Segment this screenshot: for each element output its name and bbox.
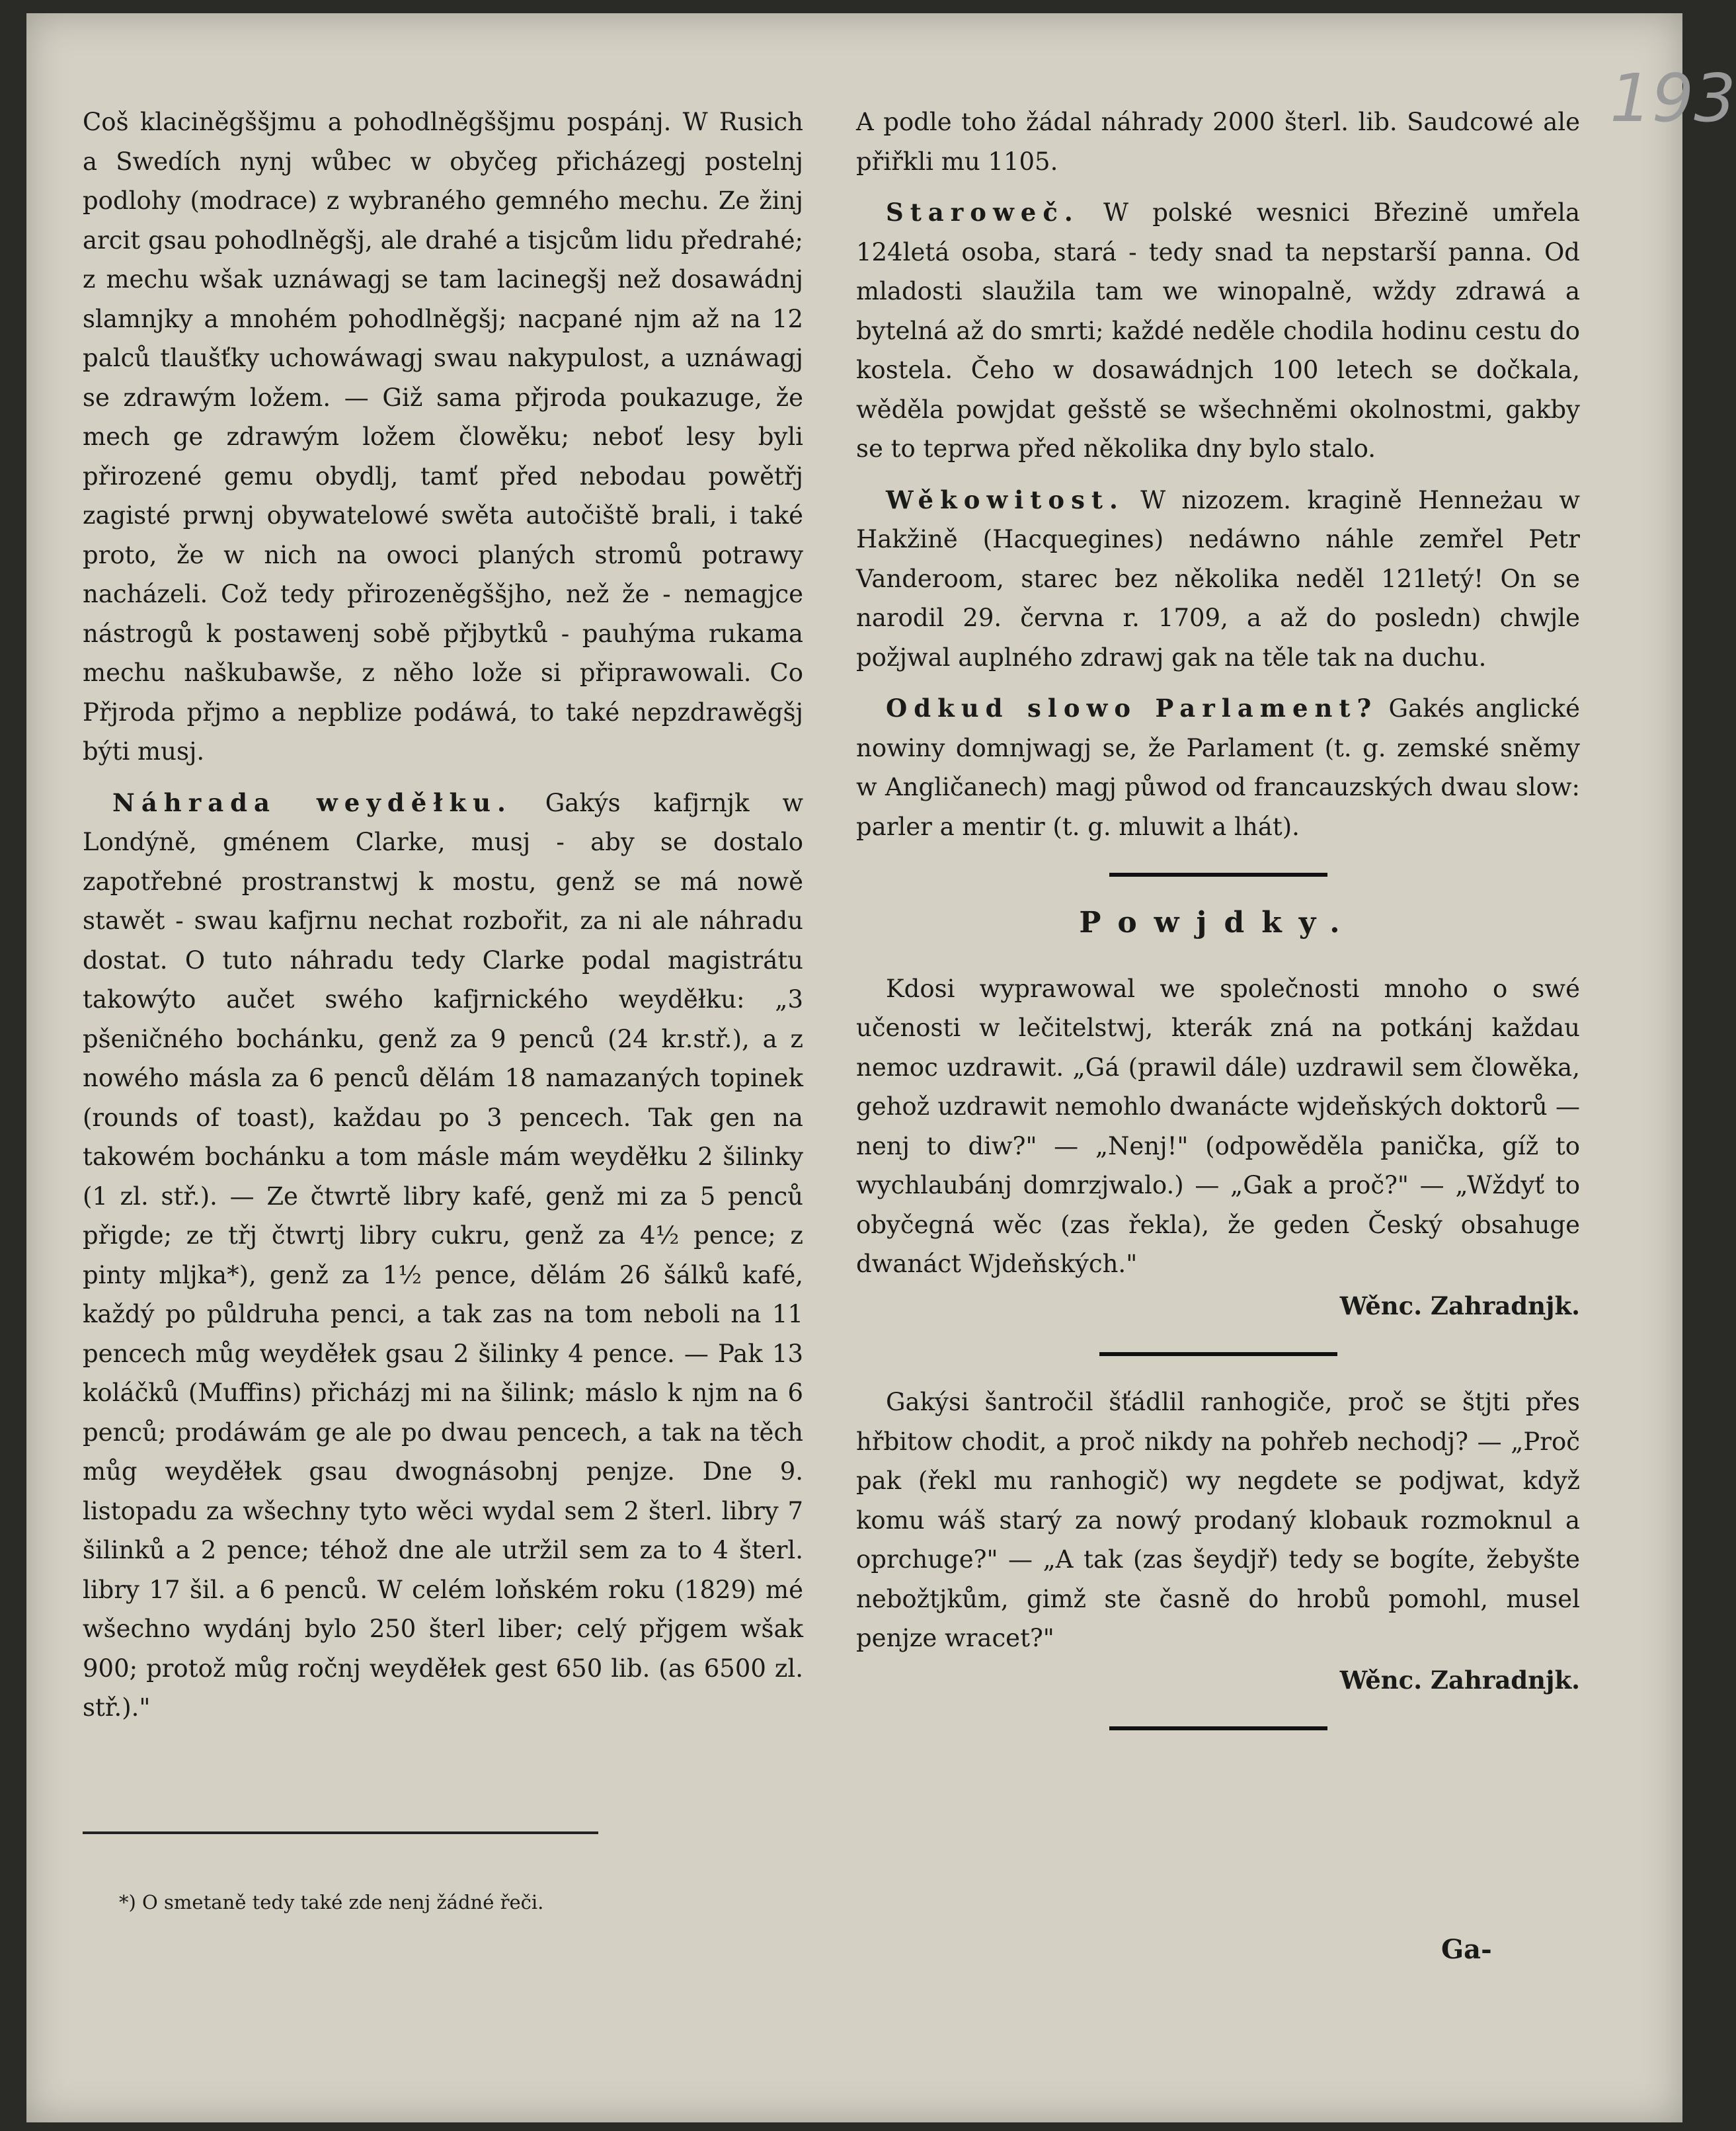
- newspaper-page: [26, 13, 1736, 2122]
- end-divider: [1109, 1726, 1327, 1730]
- article-parliament: [856, 689, 1580, 846]
- paragraph-gap: [856, 469, 1580, 481]
- right-column: [856, 102, 1580, 1757]
- article-parliament-heading: Odkud slowo Parlament?: [886, 694, 1378, 723]
- story-divider: [1099, 1352, 1337, 1356]
- author-signature: Wěnc. Zahradnjk.: [1339, 1665, 1580, 1695]
- author-signature: Wěnc. Zahradnjk.: [1339, 1291, 1580, 1320]
- section-title-stories: Powjdky.: [1079, 906, 1357, 940]
- left-column: [83, 102, 803, 1728]
- story-surgeon: Gakýsi šantročil šťádlil ranhogiče, proč se štjti přes hřbitow chodit, a proč nikdy na pohřeb nechodj? — „Proč pak (řekl mu ranhogič) wy negdete se podjwat, když komu wáš starý za nowý prodaný klobauk rozmoknul a oprchuge?" — „A tak (zas šeydjř) tedy se bogíte, žebyšte nebožtjkům, gimž ste časně do hrobů pomohl, musel penjze wracet?": [856, 1388, 1580, 1652]
- article-earnings-heading: Náhrada weyděłku.: [112, 787, 512, 817]
- paragraph-gap: [856, 181, 1580, 193]
- story-doctor: Kdosi wyprawowal we společnosti mnoho o swé učenosti w lečitelstwj, kterák zná na potkánj každau nemoc uzdrawit. „Gá (prawil dále) uzdrawil sem člowěka, gehož uzdrawit nemohlo dwanácte wjdeňských doktorů — nenj to diw?" — „Nenj!" (odpowěděla panička, gíž to wychlaubánj domrzjwalo.) — „Gak a proč?" — „Wždyť to obyčegná wěc (zas řekla), že geden Český obsahuge dwanáct Wjdeňských.": [856, 974, 1580, 1278]
- footnote-divider: [83, 1831, 598, 1834]
- page-number: 193: [1610, 60, 1736, 137]
- paragraph-gap: [856, 677, 1580, 689]
- article-old-age-text: W polské wesnici Březině umřela 124letá osoba, stará - tedy snad ta nepstarší panna. Od mladosti slaužila tam we winopalně, wždy zdrawá a bytelná až do smrti; každé neděle chodila hodinu cestu do kostela. Čeho w dosawádnjch 100 letech se dočkala, wěděla powjdat gešstě se wšechněmi okolnostmi, gakby se to teprwa před několika dny bylo stalo.: [856, 198, 1581, 463]
- article-old-age: [856, 193, 1580, 469]
- section-divider: [1109, 873, 1327, 877]
- footnote: *) O smetaně tedy také zde nenj žádné řeči.: [119, 1891, 544, 1913]
- article-longevity: [856, 481, 1580, 678]
- article-earnings: [83, 784, 803, 1728]
- article-longevity-heading: Wěkowitost.: [886, 485, 1124, 514]
- article-earnings-text: Gakýs kafjrnjk w Londýně, gménem Clarke, musj - aby se dostalo zapotřebné prostranstwj k mostu, genž se má nowě stawět - swau kafjrnu nechat rozbořit, za ni ale náhradu dostat. O tuto náhradu tedy Clarke podal magistrátu takowýto aučet swého kafjrnického weyděłku: „3 pšeničného bochánku, genž za 9 penců (24 kr.stř.), a z nowého másla za 6 penců dělám 18 namazaných topinek (rounds of toast), každau po 3 pencech. Tak gen na takowém bochánku a tom másle mám weyděłku 2 šilinky (1 zl. stř.). — Ze čtwrtě libry kafé, genž mi za 5 penců přigde; ze třj čtwrtj libry cukru, genž za 4½ pence; z pinty mljka*), genž za 1½ pence, dělám 26 šálků kafé, každý po půldruha penci, a tak zas na tom neboli na 11 pencech můg weyděłek gsau 2 šilinky 4 pence. — Pak 13 koláčků (Muffins) přicházj mi na šilink; máslo k njm na 6 penců; prodáwám ge ale po dwau pencech, a tak na těch můg weyděłek gsau dwognásobnj penjze. Dne 9. listopadu za wšechny tyto wěci wydal sem 2 šterl. libry 7 šilinků a 2 pence; téhož dne ale utržil sem za to 4 šterl. libry 17 šil. a 6 penců. W celém loňském roku (1829) mé wšechno wydánj bylo 250 šterl liber; celý přjgem wšak 900; protož můg ročnj weyděłek gest 650 lib. (as 6500 zl. stř.).": [83, 788, 803, 1722]
- catchword: Ga-: [1441, 1934, 1492, 1965]
- paragraph-gap: [83, 772, 803, 784]
- article-longevity-text: W nizozem. kragině Henneżau w Hakžině (Hacquegines) nedáwno náhle zemřel Petr Vanderoom, starec bez několika neděl 121letý! On se narodil 29. června r. 1709, a až do posledn) chwjle požjwal auplného zdrawj gak na těle tak na duchu.: [856, 485, 1580, 672]
- article-old-age-heading: Staroweč.: [886, 198, 1080, 227]
- article-beds-moss: Coš klaciněgššjmu a pohodlněgššjmu pospánj. W Rusich a Swedích nynj wůbec w obyčeg přicházegj postelnj podlohy (modrace) z wybraného gemného mechu. Ze žinj arcit gsau pohodlněgšj, ale drahé a tisjcům lidu předrahé; z mechu wšak uznáwagj se tam lacinegšj než dosawádnj slamnjky a mnohém pohodlněgšj; nacpané njm až na 12 palců tlaušťky uchowáwagj swau nakypulost, a uznáwagj se zdrawým ložem. — Giž sama přjroda poukazuge, že mech ge zdrawým ložem člowěku; neboť lesy byli přirozené gemu obydlj, tamť před nebodau powětřj zagisté prwnj obywatelowé swěta autočiště brali, i také proto, že w nich na owoci planých stromů potrawy nacházeli. Což tedy přirozeněgššjho, než že - nemagjce nástrogů k postawenj sobě přjbytků - pauhýma rukama mechu naškubawše, z něho lože si připrawowali. Co Přjroda přjmo a nepblize podáwá, to také nepzdrawěgšj býti musj.: [83, 108, 803, 766]
- article-parliament-text: Gakés anglické nowiny domnjwagj se, že Parlament (t. g. zemské sněmy w Angličanech) magj půwod od francauzských dwau slow: parler a mentir (t. g. mluwit a lhát).: [856, 694, 1580, 841]
- article-earnings-continued: A podle toho žádal náhrady 2000 šterl. lib. Saudcowé ale přiřkli mu 1105.: [856, 108, 1580, 176]
